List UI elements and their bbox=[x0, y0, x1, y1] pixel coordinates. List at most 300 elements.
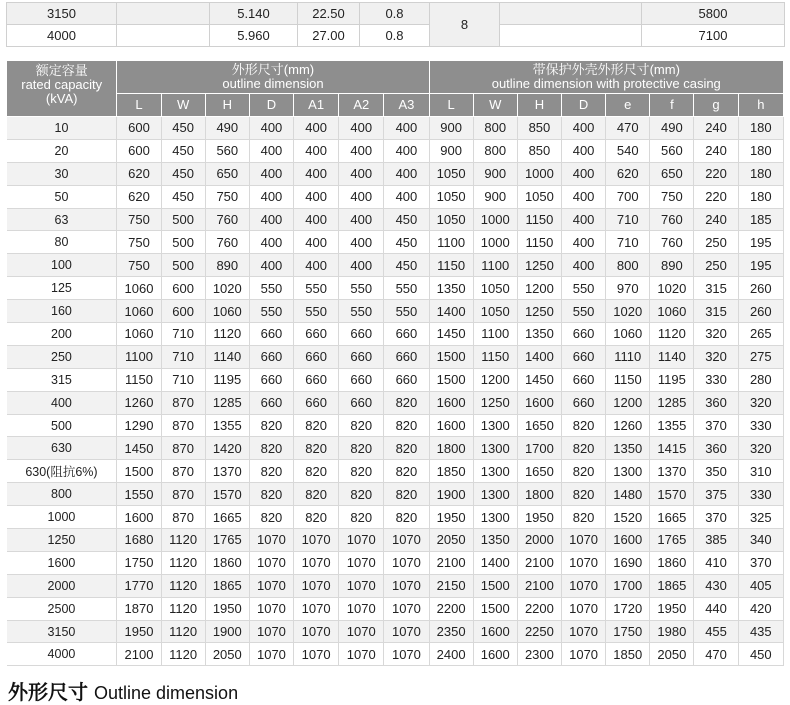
dimension-cell: 1285 bbox=[205, 391, 249, 414]
dimension-cell: 400 bbox=[562, 254, 606, 277]
dimension-cell: 400 bbox=[294, 185, 339, 208]
fragment-merged-value: 8 bbox=[430, 3, 500, 47]
capacity-cell: 1600 bbox=[7, 551, 117, 574]
column-header: h bbox=[738, 94, 783, 117]
dimension-cell: 1195 bbox=[205, 368, 249, 391]
capacity-cell: 2000 bbox=[7, 574, 117, 597]
table-row bbox=[7, 506, 784, 529]
capacity-cell: 30 bbox=[7, 162, 117, 185]
column-header: W bbox=[473, 94, 517, 117]
dimension-cell: 660 bbox=[384, 368, 429, 391]
dimension-cell: 280 bbox=[738, 368, 783, 391]
dimension-cell: 2200 bbox=[517, 597, 561, 620]
dimension-cell: 1400 bbox=[429, 300, 473, 323]
dimension-cell: 400 bbox=[249, 231, 293, 254]
dimension-cell: 660 bbox=[294, 345, 339, 368]
dimension-cell: 2300 bbox=[517, 643, 561, 666]
dimension-cell: 1900 bbox=[205, 620, 249, 643]
dimension-cell: 1550 bbox=[117, 483, 161, 506]
dimension-cell: 1500 bbox=[429, 345, 473, 368]
dimension-cell: 650 bbox=[650, 162, 694, 185]
dimension-cell: 660 bbox=[339, 391, 384, 414]
dimension-cell: 340 bbox=[738, 529, 783, 552]
dimension-cell: 330 bbox=[738, 483, 783, 506]
section-heading-en: Outline dimension bbox=[94, 683, 239, 703]
dimension-cell: 820 bbox=[294, 437, 339, 460]
column-header: A2 bbox=[339, 94, 384, 117]
dimension-cell: 1300 bbox=[473, 483, 517, 506]
dimension-cell: 455 bbox=[694, 620, 738, 643]
table-body bbox=[7, 117, 784, 666]
dimension-cell: 400 bbox=[339, 254, 384, 277]
dimension-cell: 1865 bbox=[650, 574, 694, 597]
dimension-cell: 890 bbox=[650, 254, 694, 277]
dimension-cell: 240 bbox=[694, 117, 738, 140]
table-row bbox=[7, 208, 784, 231]
dimension-cell: 1865 bbox=[205, 574, 249, 597]
dimension-cell: 250 bbox=[694, 254, 738, 277]
fragment-value: 5800 bbox=[642, 3, 785, 25]
dimension-cell: 1000 bbox=[473, 208, 517, 231]
dimension-cell: 400 bbox=[339, 139, 384, 162]
dimension-cell: 820 bbox=[384, 437, 429, 460]
capacity-cell: 3150 bbox=[7, 620, 117, 643]
dimension-cell: 400 bbox=[249, 185, 293, 208]
dimension-cell: 550 bbox=[384, 300, 429, 323]
dimension-cell: 820 bbox=[339, 437, 384, 460]
dimension-cell: 1370 bbox=[650, 460, 694, 483]
capacity-header-en: rated capacity bbox=[21, 77, 103, 92]
dimension-cell: 315 bbox=[694, 300, 738, 323]
dimension-cell: 400 bbox=[562, 117, 606, 140]
column-header: D bbox=[562, 94, 606, 117]
dimension-cell: 1150 bbox=[517, 231, 561, 254]
dimension-cell: 435 bbox=[738, 620, 783, 643]
dimension-cell: 450 bbox=[161, 162, 205, 185]
dimension-cell: 1860 bbox=[205, 551, 249, 574]
dimension-cell: 1950 bbox=[650, 597, 694, 620]
dimension-cell: 1950 bbox=[429, 506, 473, 529]
dimension-cell: 1050 bbox=[473, 300, 517, 323]
dimension-cell: 820 bbox=[294, 506, 339, 529]
fragment-blank-cell bbox=[117, 3, 210, 25]
capacity-cell: 100 bbox=[7, 254, 117, 277]
dimension-cell: 660 bbox=[249, 323, 293, 346]
dimension-cell: 850 bbox=[517, 139, 561, 162]
dimension-cell: 1195 bbox=[650, 368, 694, 391]
dimension-cell: 820 bbox=[294, 414, 339, 437]
dimension-cell: 195 bbox=[738, 254, 783, 277]
dimension-cell: 1700 bbox=[517, 437, 561, 460]
dimension-cell: 1120 bbox=[161, 620, 205, 643]
dimension-cell: 450 bbox=[161, 117, 205, 140]
dimension-cell: 1600 bbox=[606, 529, 650, 552]
dimension-cell: 660 bbox=[339, 345, 384, 368]
dimension-cell: 1070 bbox=[339, 529, 384, 552]
dimension-cell: 1120 bbox=[161, 597, 205, 620]
dimension-cell: 320 bbox=[738, 391, 783, 414]
dimension-cell: 1400 bbox=[473, 551, 517, 574]
dimension-cell: 1950 bbox=[517, 506, 561, 529]
dimension-cell: 1070 bbox=[249, 597, 293, 620]
dimension-cell: 750 bbox=[650, 185, 694, 208]
dimension-cell: 180 bbox=[738, 139, 783, 162]
dimension-cell: 660 bbox=[294, 323, 339, 346]
column-header: A3 bbox=[384, 94, 429, 117]
dimension-cell: 450 bbox=[161, 139, 205, 162]
dimension-cell: 750 bbox=[117, 231, 161, 254]
table-row bbox=[7, 620, 784, 643]
dimension-cell: 900 bbox=[473, 185, 517, 208]
dimension-cell: 1050 bbox=[429, 162, 473, 185]
dimension-cell: 240 bbox=[694, 139, 738, 162]
dimension-cell: 820 bbox=[339, 483, 384, 506]
dimension-cell: 1070 bbox=[562, 529, 606, 552]
section-heading bbox=[8, 676, 238, 705]
column-header: e bbox=[606, 94, 650, 117]
dimension-cell: 890 bbox=[205, 254, 249, 277]
capacity-cell: 63 bbox=[7, 208, 117, 231]
dimension-cell: 1070 bbox=[384, 574, 429, 597]
dimension-cell: 2350 bbox=[429, 620, 473, 643]
dimension-cell: 1750 bbox=[117, 551, 161, 574]
dimension-cell: 370 bbox=[694, 506, 738, 529]
dimension-cell: 710 bbox=[161, 345, 205, 368]
dimension-cell: 1400 bbox=[517, 345, 561, 368]
dimension-cell: 1355 bbox=[650, 414, 694, 437]
table-row bbox=[7, 460, 784, 483]
dimension-cell: 1140 bbox=[650, 345, 694, 368]
table-row bbox=[7, 139, 784, 162]
dimension-cell: 1120 bbox=[205, 323, 249, 346]
capacity-cell: 630 bbox=[7, 437, 117, 460]
fragment-blank-cell bbox=[500, 3, 642, 25]
dimension-cell: 820 bbox=[249, 460, 293, 483]
dimension-cell: 1350 bbox=[473, 529, 517, 552]
table-row bbox=[7, 185, 784, 208]
dimension-cell: 1060 bbox=[117, 300, 161, 323]
column-header: f bbox=[650, 94, 694, 117]
dimension-cell: 2100 bbox=[517, 551, 561, 574]
dimension-cell: 820 bbox=[384, 460, 429, 483]
table-row bbox=[7, 300, 784, 323]
dimension-cell: 820 bbox=[562, 414, 606, 437]
dimension-cell: 1070 bbox=[249, 620, 293, 643]
dimension-cell: 330 bbox=[694, 368, 738, 391]
capacity-cell: 315 bbox=[7, 368, 117, 391]
dimension-cell: 750 bbox=[205, 185, 249, 208]
dimension-cell: 1100 bbox=[473, 323, 517, 346]
dimension-cell: 400 bbox=[562, 208, 606, 231]
dimension-cell: 1070 bbox=[249, 643, 293, 666]
dimension-cell: 660 bbox=[562, 323, 606, 346]
table-row bbox=[7, 162, 784, 185]
dimension-cell: 370 bbox=[694, 414, 738, 437]
dimension-cell: 850 bbox=[517, 117, 561, 140]
dimension-cell: 400 bbox=[339, 117, 384, 140]
dimension-cell: 2000 bbox=[517, 529, 561, 552]
table-row bbox=[7, 551, 784, 574]
dimension-cell: 550 bbox=[339, 277, 384, 300]
capacity-cell: 200 bbox=[7, 323, 117, 346]
dimension-cell: 870 bbox=[161, 506, 205, 529]
dimension-cell: 660 bbox=[249, 368, 293, 391]
column-header: W bbox=[161, 94, 205, 117]
dimension-cell: 1600 bbox=[517, 391, 561, 414]
dimension-cell: 870 bbox=[161, 414, 205, 437]
dimension-cell: 2150 bbox=[429, 574, 473, 597]
capacity-cell: 500 bbox=[7, 414, 117, 437]
dimension-cell: 1200 bbox=[517, 277, 561, 300]
table-row bbox=[7, 414, 784, 437]
fragment-capacity: 3150 bbox=[7, 3, 117, 25]
dimension-cell: 800 bbox=[473, 117, 517, 140]
dimension-cell: 870 bbox=[161, 483, 205, 506]
dimension-cell: 600 bbox=[161, 277, 205, 300]
dimension-cell: 1260 bbox=[117, 391, 161, 414]
dimension-cell: 1500 bbox=[117, 460, 161, 483]
table-row bbox=[7, 231, 784, 254]
dimension-cell: 1900 bbox=[429, 483, 473, 506]
dimension-cell: 660 bbox=[384, 345, 429, 368]
dimension-cell: 1480 bbox=[606, 483, 650, 506]
dimension-cell: 1870 bbox=[117, 597, 161, 620]
dimension-cell: 1650 bbox=[517, 414, 561, 437]
dimension-cell: 400 bbox=[562, 139, 606, 162]
dimension-cell: 1020 bbox=[606, 300, 650, 323]
dimension-cell: 1850 bbox=[606, 643, 650, 666]
capacity-cell: 400 bbox=[7, 391, 117, 414]
dimension-cell: 400 bbox=[294, 208, 339, 231]
dimension-cell: 1980 bbox=[650, 620, 694, 643]
dimension-cell: 1300 bbox=[606, 460, 650, 483]
dimension-cell: 1060 bbox=[117, 277, 161, 300]
dimension-cell: 1260 bbox=[606, 414, 650, 437]
dimension-cell: 500 bbox=[161, 208, 205, 231]
dimension-cell: 2100 bbox=[429, 551, 473, 574]
dimension-cell: 820 bbox=[294, 483, 339, 506]
table-row bbox=[7, 345, 784, 368]
dimension-cell: 870 bbox=[161, 391, 205, 414]
dimension-cell: 1000 bbox=[473, 231, 517, 254]
dimension-cell: 1800 bbox=[517, 483, 561, 506]
dimension-cell: 660 bbox=[294, 368, 339, 391]
dimension-cell: 1950 bbox=[205, 597, 249, 620]
dimension-cell: 660 bbox=[249, 345, 293, 368]
dimension-cell: 400 bbox=[384, 139, 429, 162]
dimension-cell: 550 bbox=[384, 277, 429, 300]
dimension-cell: 1070 bbox=[562, 551, 606, 574]
dimension-cell: 500 bbox=[161, 254, 205, 277]
column-header-row bbox=[7, 94, 784, 117]
column-header: g bbox=[694, 94, 738, 117]
capacity-cell: 50 bbox=[7, 185, 117, 208]
dimension-cell: 1300 bbox=[473, 460, 517, 483]
dimension-cell: 2400 bbox=[429, 643, 473, 666]
dimension-cell: 820 bbox=[384, 414, 429, 437]
dimension-cell: 800 bbox=[606, 254, 650, 277]
dimension-cell: 820 bbox=[249, 506, 293, 529]
dimension-cell: 430 bbox=[694, 574, 738, 597]
dimension-cell: 1720 bbox=[606, 597, 650, 620]
dimension-cell: 1250 bbox=[517, 300, 561, 323]
dimension-cell: 1120 bbox=[650, 323, 694, 346]
capacity-cell: 800 bbox=[7, 483, 117, 506]
dimension-cell: 400 bbox=[294, 139, 339, 162]
dimension-cell: 660 bbox=[294, 391, 339, 414]
dimension-cell: 820 bbox=[249, 437, 293, 460]
dimension-cell: 2200 bbox=[429, 597, 473, 620]
dimension-cell: 260 bbox=[738, 300, 783, 323]
fragment-value: 22.50 bbox=[298, 3, 360, 25]
dimension-cell: 1350 bbox=[606, 437, 650, 460]
dimension-cell: 1140 bbox=[205, 345, 249, 368]
dimension-cell: 1500 bbox=[429, 368, 473, 391]
dimension-cell: 320 bbox=[694, 345, 738, 368]
dimension-cell: 750 bbox=[117, 208, 161, 231]
fragment-value: 7100 bbox=[642, 25, 785, 47]
dimension-cell: 870 bbox=[161, 460, 205, 483]
dimension-cell: 1070 bbox=[294, 529, 339, 552]
capacity-cell: 1250 bbox=[7, 529, 117, 552]
dimension-cell: 500 bbox=[161, 231, 205, 254]
dimension-cell: 760 bbox=[650, 208, 694, 231]
fragment-value: 27.00 bbox=[298, 25, 360, 47]
dimension-cell: 400 bbox=[294, 231, 339, 254]
dimension-cell: 185 bbox=[738, 208, 783, 231]
dimension-cell: 660 bbox=[384, 323, 429, 346]
dimension-cell: 1070 bbox=[384, 597, 429, 620]
dimension-cell: 1070 bbox=[562, 597, 606, 620]
casing-dimension-header bbox=[429, 61, 783, 94]
dimension-cell: 400 bbox=[249, 117, 293, 140]
dimension-cell: 1120 bbox=[161, 643, 205, 666]
dimension-cell: 1290 bbox=[117, 414, 161, 437]
dimension-cell: 1600 bbox=[473, 643, 517, 666]
dimension-cell: 1355 bbox=[205, 414, 249, 437]
fragment-row bbox=[7, 25, 785, 47]
column-header: L bbox=[117, 94, 161, 117]
dimension-cell: 2100 bbox=[117, 643, 161, 666]
capacity-cell: 125 bbox=[7, 277, 117, 300]
dimension-cell: 620 bbox=[117, 185, 161, 208]
capacity-cell: 250 bbox=[7, 345, 117, 368]
table-row bbox=[7, 483, 784, 506]
dimension-cell: 400 bbox=[339, 162, 384, 185]
dimension-cell: 1060 bbox=[606, 323, 650, 346]
dimension-cell: 1120 bbox=[161, 529, 205, 552]
dimension-cell: 900 bbox=[473, 162, 517, 185]
dimension-cell: 820 bbox=[384, 391, 429, 414]
dimension-cell: 1120 bbox=[161, 574, 205, 597]
dimension-cell: 400 bbox=[249, 162, 293, 185]
dimension-cell: 560 bbox=[205, 139, 249, 162]
dimension-cell: 405 bbox=[738, 574, 783, 597]
dimension-cell: 600 bbox=[117, 117, 161, 140]
table-row bbox=[7, 437, 784, 460]
table-row bbox=[7, 277, 784, 300]
dimension-cell: 450 bbox=[384, 231, 429, 254]
dimension-cell: 1050 bbox=[429, 208, 473, 231]
dimension-cell: 1765 bbox=[650, 529, 694, 552]
capacity-cell: 1000 bbox=[7, 506, 117, 529]
dimension-cell: 1500 bbox=[473, 574, 517, 597]
dimension-cell: 550 bbox=[294, 300, 339, 323]
dimension-cell: 1070 bbox=[339, 643, 384, 666]
dimension-cell: 250 bbox=[694, 231, 738, 254]
dimension-cell: 400 bbox=[384, 162, 429, 185]
dimension-cell: 325 bbox=[738, 506, 783, 529]
dimension-cell: 820 bbox=[339, 506, 384, 529]
dimension-cell: 1000 bbox=[517, 162, 561, 185]
dimension-cell: 1020 bbox=[205, 277, 249, 300]
outline-header-en: outline dimension bbox=[222, 76, 324, 91]
fragment-row bbox=[7, 3, 785, 25]
dimension-cell: 400 bbox=[384, 117, 429, 140]
dimension-cell: 660 bbox=[339, 368, 384, 391]
dimension-cell: 1370 bbox=[205, 460, 249, 483]
dimension-cell: 1070 bbox=[384, 529, 429, 552]
dimension-cell: 1060 bbox=[650, 300, 694, 323]
dimension-cell: 400 bbox=[249, 139, 293, 162]
dimension-cell: 660 bbox=[249, 391, 293, 414]
capacity-cell: 4000 bbox=[7, 643, 117, 666]
dimension-cell: 650 bbox=[205, 162, 249, 185]
dimension-cell: 1120 bbox=[161, 551, 205, 574]
dimension-cell: 550 bbox=[339, 300, 384, 323]
dimension-cell: 315 bbox=[694, 277, 738, 300]
dimension-cell: 1100 bbox=[117, 345, 161, 368]
table-row bbox=[7, 391, 784, 414]
dimension-cell: 700 bbox=[606, 185, 650, 208]
dimension-cell: 360 bbox=[694, 437, 738, 460]
dimension-cell: 1070 bbox=[339, 574, 384, 597]
capacity-cell: 160 bbox=[7, 300, 117, 323]
dimension-cell: 1700 bbox=[606, 574, 650, 597]
dimension-cell: 470 bbox=[606, 117, 650, 140]
dimension-cell: 1070 bbox=[339, 620, 384, 643]
fragment-capacity: 4000 bbox=[7, 25, 117, 47]
dimension-cell: 820 bbox=[249, 414, 293, 437]
dimension-cell: 1800 bbox=[429, 437, 473, 460]
dimension-cell: 600 bbox=[117, 139, 161, 162]
dimension-cell: 1070 bbox=[249, 529, 293, 552]
dimension-cell: 550 bbox=[249, 300, 293, 323]
dimension-cell: 1150 bbox=[606, 368, 650, 391]
dimension-cell: 180 bbox=[738, 117, 783, 140]
table-row bbox=[7, 368, 784, 391]
dimension-cell: 1070 bbox=[294, 643, 339, 666]
dimension-cell: 1150 bbox=[473, 345, 517, 368]
dimension-cell: 1250 bbox=[473, 391, 517, 414]
dimension-cell: 410 bbox=[694, 551, 738, 574]
capacity-cell: 630(阻抗6%) bbox=[7, 460, 117, 483]
dimension-cell: 1665 bbox=[650, 506, 694, 529]
dimension-cell: 1690 bbox=[606, 551, 650, 574]
casing-header-en: outline dimension with protective casing bbox=[491, 76, 721, 91]
dimension-cell: 1060 bbox=[117, 323, 161, 346]
dimension-cell: 710 bbox=[606, 231, 650, 254]
table-row bbox=[7, 574, 784, 597]
dimension-cell: 450 bbox=[384, 208, 429, 231]
dimension-cell: 400 bbox=[294, 162, 339, 185]
dimension-cell: 660 bbox=[562, 391, 606, 414]
dimension-cell: 400 bbox=[562, 162, 606, 185]
dimension-cell: 2250 bbox=[517, 620, 561, 643]
dimension-cell: 1600 bbox=[429, 391, 473, 414]
dimension-cell: 1150 bbox=[117, 368, 161, 391]
dimension-cell: 560 bbox=[650, 139, 694, 162]
